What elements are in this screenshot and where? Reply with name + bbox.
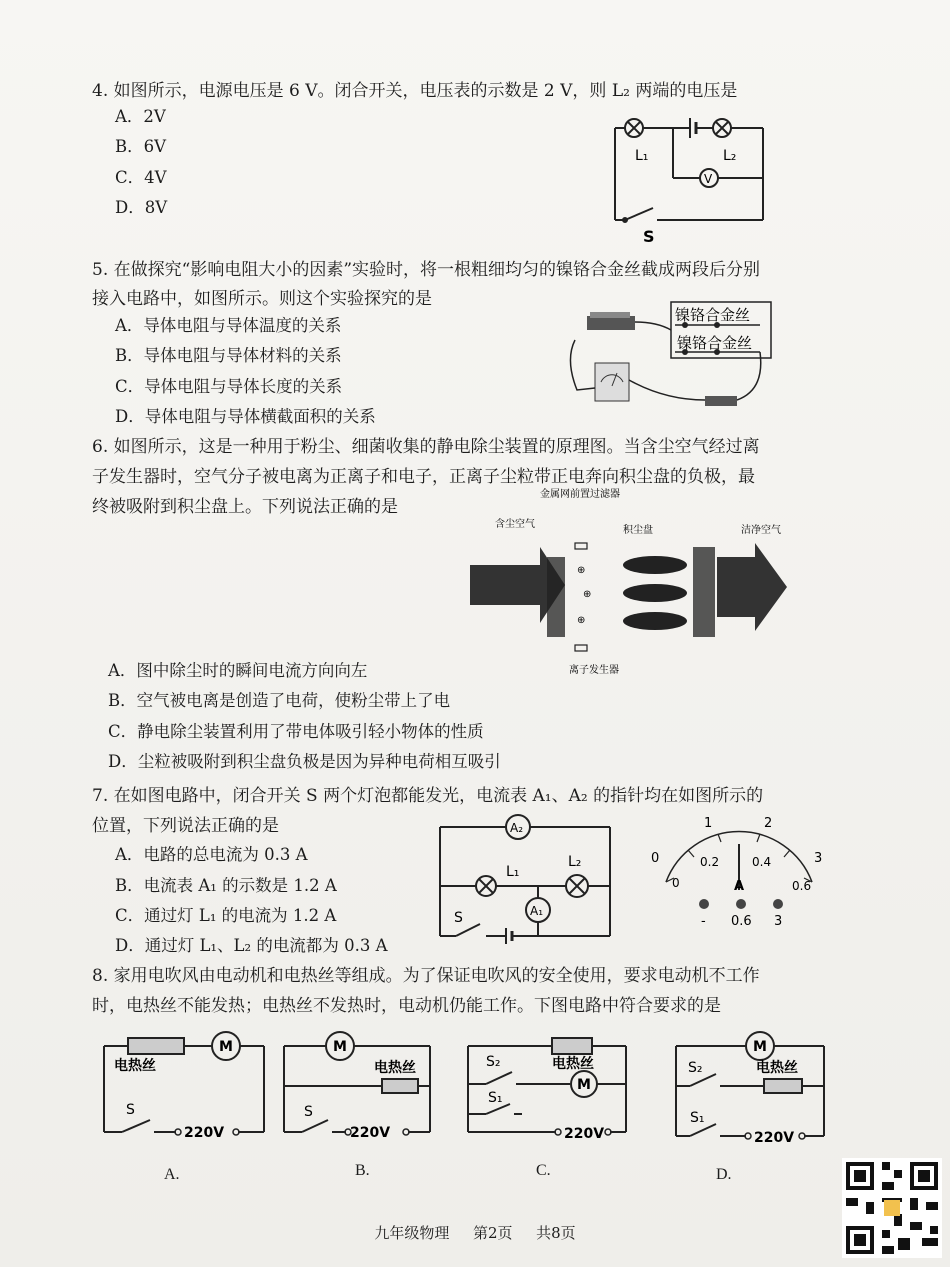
q7-stem-line1: 7. 在如图电路中，闭合开关 S 两个灯泡都能发光，电流表 A₁、A₂ 的指针均在如图所示的 [92,786,764,806]
q7-meter-upper-3: 3 [814,851,823,866]
q7-meter-upper-2: 2 [764,816,773,831]
q8-circuit-c [462,1028,632,1143]
q7-option-b: B．电流表 A₁ 的示数是 1.2 A [115,876,337,895]
q7-terminal-minus: - [701,914,706,929]
svg-text:⊕: ⊕ [577,615,586,626]
q8b-switch-s: S [304,1104,313,1120]
q7-meter-lower-1: 0.2 [700,855,720,869]
q6-stem-line1: 6. 如图所示，这是一种用于粉尘、细菌收集的静电除尘装置的原理图。当含尘空气经过离 [92,437,760,457]
q4-option-c: C．4V [115,168,167,187]
q7-label-s: S [454,910,463,926]
q4-circuit-diagram [595,108,775,248]
q7-circuit-diagram [430,812,620,952]
q8c-heater: 电热丝 [552,1056,594,1072]
q8c-motor: M [577,1077,591,1093]
q7-label-l1: L₁ [506,864,520,880]
q8a-motor: M [219,1039,233,1055]
q7-option-a: A．电路的总电流为 0.3 A [115,845,308,864]
q8d-heater: 电热丝 [756,1060,798,1076]
q7-meter-lower-2: 0.4 [752,855,772,869]
q8-caption-a: A. [164,1166,180,1183]
q8b-voltage: 220V [350,1125,391,1141]
q8-circuit-b [278,1028,438,1143]
q8c-switch-s1: S₁ [488,1090,503,1106]
q4-label-s: S [643,227,655,246]
q4-stem: 4. 如图所示，电源电压是 6 V。闭合开关，电压表的示数是 2 V，则 L₂ 两端的电压是 [92,81,738,101]
q7-option-c: C．通过灯 L₁ 的电流为 1.2 A [115,906,337,925]
q7-terminal-06: 0.6 [731,914,752,929]
svg-text:⊕: ⊕ [583,589,592,600]
q6-option-b: B．空气被电离是创造了电荷，使粉尘带上了电 [108,691,451,710]
svg-text:⊕: ⊕ [577,565,586,576]
q6-stem-line3: 终被吸附到积尘盘上。下列说法正确的是 [92,497,398,517]
footer-subject: 九年级物理 [374,1224,450,1242]
q8a-heater: 电热丝 [114,1058,156,1074]
q4-label-l2: L₂ [723,148,737,164]
q5-experiment-diagram [565,300,775,425]
footer-page-number: 第2页 [472,1224,513,1242]
q5-option-a: A．导体电阻与导体温度的关系 [115,316,342,335]
q8b-heater: 电热丝 [374,1060,416,1076]
q4-option-b: B．6V [115,137,167,156]
q7-meter-upper-1: 1 [704,816,713,831]
q6-label-dusty-air: 含尘空气 [495,519,535,530]
q7-label-l2: L₂ [568,854,582,870]
q7-meter-unit: A [734,879,745,894]
q8-stem-line1: 8. 家用电吹风由电动机和电热丝等组成。为了保证电吹风的安全使用，要求电动机不工作 [92,966,760,986]
q4-option-a: A．2V [115,107,166,126]
q8d-switch-s2: S₂ [688,1060,703,1076]
q5-option-d: D．导体电阻与导体横截面积的关系 [115,407,376,426]
q8-caption-c: C. [536,1162,551,1179]
q8-circuit-d [670,1028,830,1146]
q8c-voltage: 220V [564,1126,605,1142]
q6-option-c: C．静电除尘装置利用了带电体吸引轻小物体的性质 [108,722,484,741]
q7-option-d: D．通过灯 L₁、L₂ 的电流都为 0.3 A [115,936,388,955]
q7-terminal-3: 3 [774,914,783,929]
q6-label-plate: 积尘盘 [623,525,653,536]
q7-meter-upper-0: 0 [651,851,660,866]
q7-stem-line2: 位置，下列说法正确的是 [92,816,279,836]
q6-label-clean-air: 洁净空气 [741,525,781,536]
q7-label-a1: A₁ [530,904,544,918]
q8-caption-b: B. [355,1162,370,1179]
q8d-switch-s1: S₁ [690,1110,705,1126]
q5-stem-line2: 接入电路中，如图所示。则这个实验探究的是 [92,289,432,309]
footer-total-pages: 共8页 [536,1224,576,1242]
q5-option-b: B．导体电阻与导体材料的关系 [115,346,342,365]
q8c-switch-s2: S₂ [486,1054,501,1070]
q4-label-v: V [704,172,713,186]
q5-label-wire2: 镍铬合金丝 [677,334,753,352]
q8-stem-line2: 时，电热丝不能发热；电热丝不发热时，电动机仍能工作。下图电路中符合要求的是 [92,996,721,1016]
q7-label-a2: A₂ [510,821,524,835]
q6-stem-line2: 子发生器时，空气分子被电离为正离子和电子，正离子尘粒带正电奔向积尘盘的负极，最 [92,467,755,487]
q7-ammeter-dial [648,812,828,932]
q5-label-wire1: 镍铬合金丝 [675,306,751,324]
q7-meter-lower-0: 0 [672,876,680,890]
q6-option-d: D．尘粒被吸附到积尘盘负极是因为异种电荷相互吸引 [108,752,501,771]
q8-circuit-a [98,1028,270,1143]
q8-caption-d: D. [716,1166,732,1183]
q6-label-ion-generator: 离子发生器 [569,665,619,676]
q4-option-d: D．8V [115,198,168,217]
q6-label-filter: 金属网前置过滤器 [540,489,620,500]
q8a-switch-s: S [126,1102,135,1118]
q6-precipitator-diagram [465,485,805,690]
q8d-motor: M [753,1039,767,1055]
q7-meter-lower-3: 0.6 [792,879,812,893]
q4-label-l1: L₁ [635,148,649,164]
page-footer [0,1222,950,1243]
q8b-motor: M [333,1039,347,1055]
q8d-voltage: 220V [754,1130,795,1146]
q5-stem-line1: 5. 在做探究“影响电阻大小的因素”实验时，将一根粗细均匀的镍铬合金丝截成两段后分别 [92,260,761,280]
qr-code-icon [842,1158,942,1258]
q5-option-c: C．导体电阻与导体长度的关系 [115,377,343,396]
q8a-voltage: 220V [184,1125,225,1141]
q6-option-a: A．图中除尘时的瞬间电流方向向左 [108,661,368,680]
